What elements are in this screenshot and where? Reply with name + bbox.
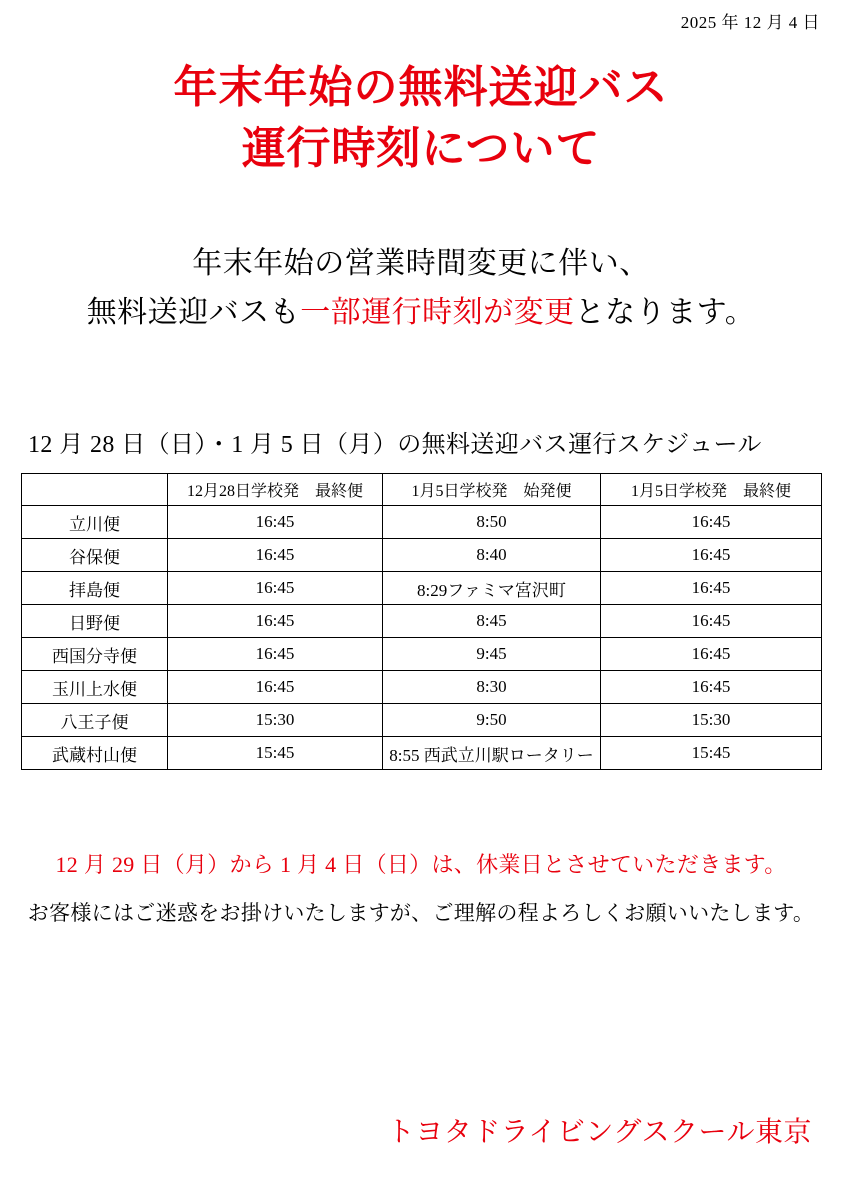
cell-jan5-first: 8:50 (383, 506, 601, 539)
table-header-row (22, 474, 822, 506)
table-row (22, 638, 822, 671)
table-row (22, 704, 822, 737)
schedule-table-wrapper (21, 473, 821, 770)
cell-dec28-last: 16:45 (168, 506, 383, 539)
cell-jan5-last: 16:45 (601, 638, 822, 671)
cell-jan5-first: 8:45 (383, 605, 601, 638)
cell-jan5-last: 15:45 (601, 737, 822, 770)
row-route-label: 武蔵村山便 (22, 737, 168, 770)
cell-dec28-last: 16:45 (168, 671, 383, 704)
cell-jan5-first: 8:55 西武立川駅ロータリー (383, 737, 601, 770)
page-title-line-1: 年末年始の無料送迎バス (173, 63, 669, 112)
lead-line-2-after: となります。 (574, 295, 756, 329)
table-row (22, 572, 822, 605)
page-title-line-2: 運行時刻について (241, 123, 601, 173)
company-name: トヨタドライビングスクール東京 (386, 1117, 812, 1148)
column-header-jan5-last: 1月5日学校発 最終便 (601, 474, 822, 506)
row-route-label: 日野便 (22, 605, 168, 638)
lead-line-1: 年末年始の営業時間変更に伴い、 (192, 247, 650, 280)
cell-jan5-first: 9:50 (383, 704, 601, 737)
document-date: 2025 年 12 月 4 日 (680, 13, 820, 32)
row-route-label: 八王子便 (22, 704, 168, 737)
lead-line-2-before: 無料送迎バスも (86, 295, 301, 329)
table-row (22, 539, 822, 572)
cell-dec28-last: 16:45 (168, 572, 383, 605)
cell-jan5-last: 15:30 (601, 704, 822, 737)
cell-dec28-last: 16:45 (168, 638, 383, 671)
cell-dec28-last: 16:45 (168, 539, 383, 572)
lead-paragraph (0, 240, 842, 337)
schedule-table (21, 473, 822, 770)
column-header-jan5-first: 1月5日学校発 始発便 (383, 474, 601, 506)
column-header-route (22, 474, 168, 506)
schedule-heading: 12 月 28 日（日）・1 月 5 日（月）の無料送迎バス運行スケジュール (28, 432, 762, 458)
cell-jan5-last: 16:45 (601, 572, 822, 605)
apology-notice: お客様にはご迷惑をお掛けいたしますが、ご理解の程よろしくお願いいたします。 (27, 901, 815, 925)
holiday-notice: 12 月 29 日（月）から 1 月 4 日（日）は、休業日とさせていただきます。 (55, 852, 787, 877)
cell-jan5-last: 16:45 (601, 671, 822, 704)
cell-dec28-last: 15:30 (168, 704, 383, 737)
row-route-label: 玉川上水便 (22, 671, 168, 704)
cell-dec28-last: 16:45 (168, 605, 383, 638)
table-row (22, 506, 822, 539)
cell-jan5-last: 16:45 (601, 506, 822, 539)
row-route-label: 拝島便 (22, 572, 168, 605)
table-row (22, 737, 822, 770)
cell-dec28-last: 15:45 (168, 737, 383, 770)
lead-line-2-highlight: 一部運行時刻が変更 (300, 295, 575, 329)
cell-jan5-first: 9:45 (383, 638, 601, 671)
cell-jan5-first: 8:40 (383, 539, 601, 572)
page-title (0, 58, 842, 179)
cell-jan5-last: 16:45 (601, 605, 822, 638)
row-route-label: 立川便 (22, 506, 168, 539)
row-route-label: 谷保便 (22, 539, 168, 572)
cell-jan5-last: 16:45 (601, 539, 822, 572)
row-route-label: 西国分寺便 (22, 638, 168, 671)
table-row (22, 605, 822, 638)
lead-line-2 (0, 289, 842, 338)
table-row (22, 671, 822, 704)
cell-jan5-first: 8:29ファミマ宮沢町 (383, 572, 601, 605)
column-header-dec28-last: 12月28日学校発 最終便 (168, 474, 383, 506)
cell-jan5-first: 8:30 (383, 671, 601, 704)
